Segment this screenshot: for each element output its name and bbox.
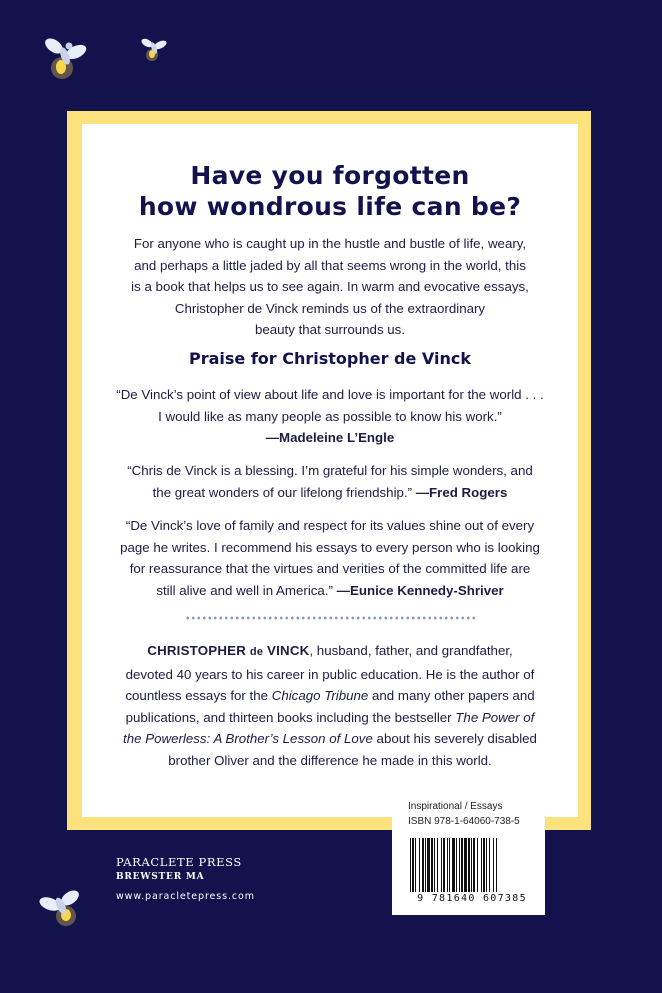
quote-author: —Fred Rogers [415,484,508,500]
bio-italic: the Powerless: A Brother’s Lesson of Love [123,731,373,746]
headline-line-1: Have you forgotten [190,161,470,190]
intro-line: Christopher de Vinck reminds us of the extraordinary [174,300,486,316]
quote-line: I would like as many people as possible to know his work.” [158,408,502,424]
intro-line: is a book that helps us to see again. In warm and evocative essays, [131,279,529,294]
quote-rogers [110,460,550,503]
quote-author: —Eunice Kennedy-Shriver [336,582,504,598]
publisher-location: BREWSTER MA [116,872,205,882]
publisher-name: PARACLETE PRESS [116,855,242,869]
quote-line: still alive and well in America.” [156,582,337,598]
headline [82,160,578,222]
intro-paragraph [120,233,540,341]
publisher-website: www.paracletepress.com [116,891,255,902]
quote-shriver [110,515,550,601]
quote-author: —Madeleine L’Engle [265,430,395,445]
quote-line: “De Vinck’s point of view about life and love is important for the world . . . [116,387,544,402]
bio-line: , husband, father, and grandfather, [309,643,513,658]
barcode-icon [404,838,540,892]
intro-line: For anyone who is caught up in the hustle and bustle of life, weary, [133,236,527,251]
author-bio [100,640,560,771]
isbn-text: ISBN 978-1-64060-738-5 [408,816,520,827]
bio-line: devoted 40 years to his career in public education. He is the author of [125,666,535,682]
praise-heading: Praise for Christopher de Vinck [188,349,472,368]
quote-line: page he writes. I recommend his essays to every person who is looking [120,539,540,555]
quote-line: for reassurance that the virtues and verities of the committed life are [129,561,531,576]
quote-line: “De Vinck’s love of family and respect for its values shine out of every [125,518,535,533]
bio-line: brother Oliver and the difference he made in this world. [168,752,492,768]
intro-line: and perhaps a little jaded by all that seems wrong in the world, this [134,257,526,273]
author-name: CHRISTOPHER de VINCK [147,643,310,658]
quote-lengle [110,384,550,449]
bio-line: and many other papers and [368,688,535,703]
quote-line: the great wonders of our lifelong friendship.” [152,484,416,500]
publisher-block [116,855,242,882]
headline-line-2: how wondrous life can be? [138,192,522,221]
bio-italic: The Power of [455,709,535,725]
firefly-icon [40,32,92,80]
book-category: Inspirational / Essays [408,801,503,812]
dotted-divider [185,616,475,620]
bio-italic: Chicago Tribune [271,688,369,703]
firefly-icon [36,884,86,928]
bio-line: countless essays for the [125,688,272,703]
bio-line: publications, and thirteen books including the bestseller [125,709,456,725]
intro-line: beauty that surrounds us. [254,322,406,337]
quote-line: “Chris de Vinck is a blessing. I’m grateful for his simple wonders, and [127,463,533,478]
firefly-icon [138,33,170,63]
barcode-digits: 9 781640 607385 [417,893,527,904]
bio-line: about his severely disabled [372,731,537,746]
